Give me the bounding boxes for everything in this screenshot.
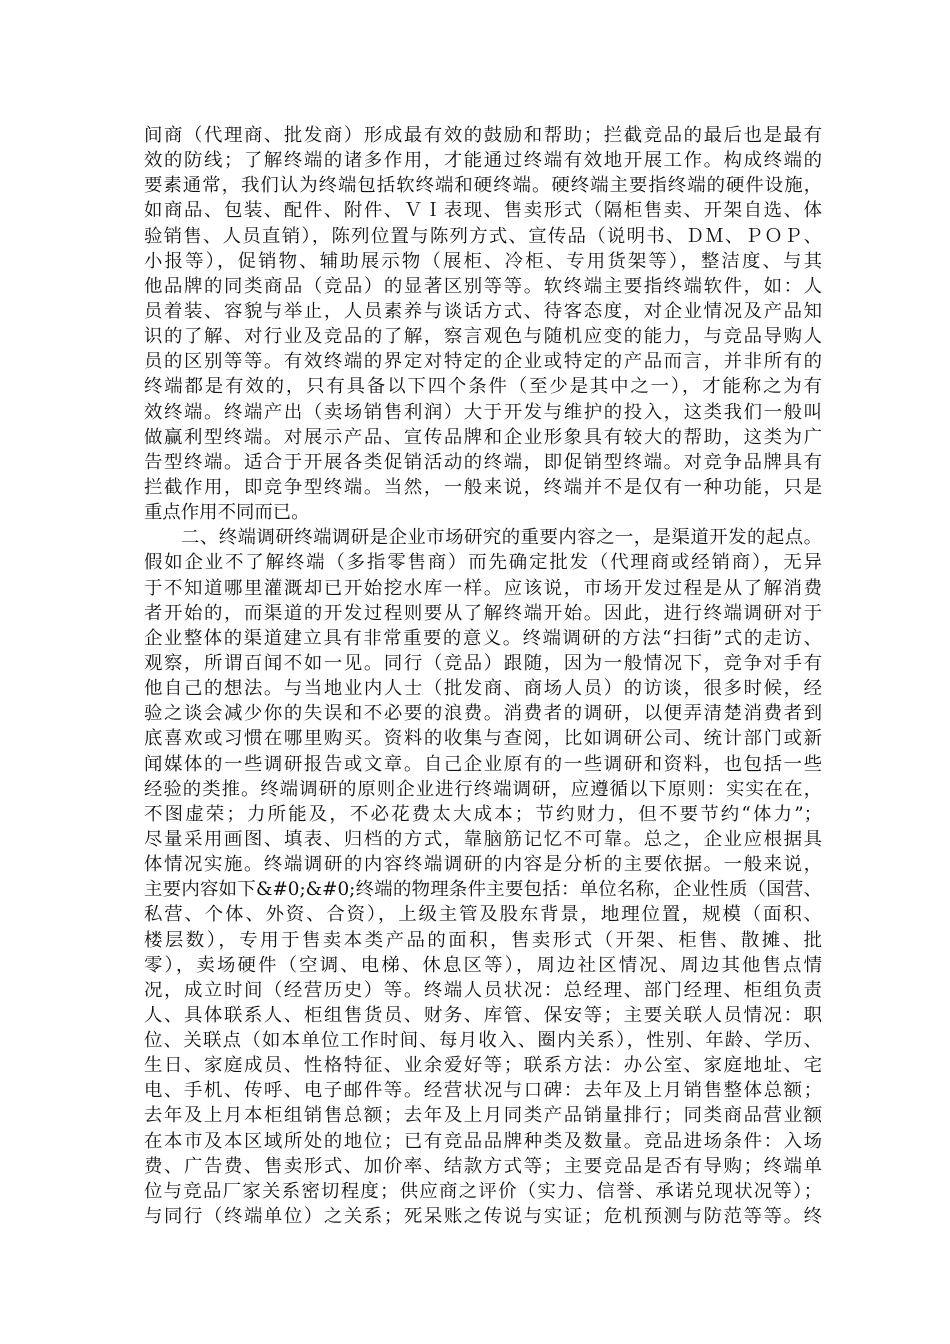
text-line: 费、广告费、售卖形式、加价率、结款方式等；主要竞品是否有导购；终端单	[144, 1155, 822, 1177]
text-line: 楼层数），专用于售卖本类产品的面积，售卖形式（开架、柜售、散摊、批	[144, 929, 822, 951]
text-line: 如商品、包装、配件、附件、ＶＩ表现、售卖形式（隔柜售卖、开架自选、体	[144, 200, 822, 222]
text-line: 主要内容如下&#0;&#0;终端的物理条件主要包括：单位名称，企业性质（国营、	[144, 879, 822, 901]
text-line: 效的防线；了解终端的诸多作用，才能通过终端有效地开展工作。构成终端的	[144, 150, 822, 172]
text-line: 位、关联点（如本单位工作时间、每月收入、圈内关系），性别、年龄、学历、	[144, 1030, 822, 1052]
text-line: 况，成立时间（经营历史）等。终端人员状况：总经理、部门经理、柜组负责	[144, 979, 822, 1001]
text-line: 零），卖场硬件（空调、电梯、休息区等），周边社区情况、周边其他售点情	[144, 954, 822, 976]
text-line: 私营、个体、外资、合资），上级主管及股东背景，地理位置，规模（面积、	[144, 904, 822, 926]
text-line: 者开始的，而渠道的开发过程则要从了解终端开始。因此，进行终端调研对于	[144, 602, 822, 624]
text-line: 企业整体的渠道建立具有非常重要的意义。终端调研的方法“扫街”式的走访、	[144, 627, 822, 649]
text-line: 验之谈会减少你的失误和不必要的浪费。消费者的调研，以便弄清楚消费者到	[144, 703, 822, 725]
paragraph	[144, 525, 822, 1229]
text-line: 做赢利型终端。对展示产品、宣传品牌和企业形象具有较大的帮助，这类为广	[144, 426, 822, 448]
body-text	[144, 123, 822, 1229]
text-line: 生日、家庭成员、性格特征、业余爱好等；联系方法：办公室、家庭地址、宅	[144, 1055, 822, 1077]
text-line: 告型终端。适合于开展各类促销活动的终端，即促销型终端。对竞争品牌具有	[144, 451, 822, 473]
paragraph	[144, 123, 822, 525]
text-line: 经验的类推。终端调研的原则企业进行终端调研，应遵循以下原则：实实在在，	[144, 778, 822, 800]
text-line: 与同行（终端单位）之关系；死呆账之传说与实证；危机预测与防范等等。终	[144, 1206, 822, 1228]
text-line: 他品牌的同类商品（竞品）的显著区别等等。软终端主要指终端软件，如：人	[144, 275, 822, 297]
text-line: 重点作用不同而已。	[144, 502, 310, 524]
text-line: 验销售、人员直销），陈列位置与陈列方式、宣传品（说明书、ＤＭ、ＰＯＰ、	[144, 225, 822, 247]
text-line: 位与竞品厂家关系密切程度；供应商之评价（实力、信誉、承诺兑现状况等）；	[144, 1180, 822, 1202]
text-line: 观察，所谓百闻不如一见。同行（竞品）跟随，因为一般情况下，竞争对手有	[144, 652, 822, 674]
text-line: 二、终端调研终端调研是企业市场研究的重要内容之一，是渠道开发的起点。	[181, 527, 822, 549]
text-line: 间商（代理商、批发商）形成最有效的鼓励和帮助；拦截竞品的最后也是最有	[144, 125, 822, 146]
text-line: 尽量采用画图、填表、归档的方式，靠脑筋记忆不可靠。总之，企业应根据具	[144, 828, 822, 850]
text-line: 体情况实施。终端调研的内容终端调研的内容是分析的主要依据。一般来说，	[144, 854, 822, 876]
text-line: 拦截作用，即竞争型终端。当然，一般来说，终端并不是仅有一种功能，只是	[144, 476, 822, 498]
text-line: 闻媒体的一些调研报告或文章。自己企业原有的一些调研和资料，也包括一些	[144, 753, 822, 775]
text-line: 于不知道哪里灌溉却已开始挖水库一样。应该说，市场开发过程是从了解消费	[144, 577, 822, 599]
text-line: 他自己的想法。与当地业内人士（批发商、商场人员）的访谈，很多时候，经	[144, 678, 822, 700]
text-line: 不图虚荣；力所能及，不必花费太大成本；节约财力，但不要节约“体力”；	[144, 803, 822, 825]
text-line: 效终端。终端产出（卖场销售利润）大于开发与维护的投入，这类我们一般叫	[144, 401, 822, 423]
text-line: 假如企业不了解终端（多指零售商）而先确定批发（代理商或经销商），无异	[144, 552, 822, 574]
text-line: 人、具体联系人、柜组售货员、财务、库管、保安等；主要关联人员情况：职	[144, 1004, 822, 1026]
text-line: 识的了解、对行业及竞品的了解，察言观色与随机应变的能力，与竞品导购人	[144, 326, 822, 348]
text-line: 要素通常，我们认为终端包括软终端和硬终端。硬终端主要指终端的硬件设施，	[144, 175, 822, 197]
text-line: 员的区别等等。有效终端的界定对特定的企业或特定的产品而言，并非所有的	[144, 351, 822, 373]
text-line: 员着装、容貌与举止，人员素养与谈话方式、待客态度，对企业情况及产品知	[144, 300, 822, 322]
text-line: 电、手机、传呼、电子邮件等。经营状况与口碑：去年及上月销售整体总额；	[144, 1080, 822, 1102]
text-line: 小报等），促销物、辅助展示物（展柜、冷柜、专用货架等），整洁度、与其	[144, 250, 822, 272]
text-line: 终端都是有效的，只有具备以下四个条件（至少是其中之一），才能称之为有	[144, 376, 822, 398]
text-line: 在本市及本区域所处的地位；已有竞品品牌种类及数量。竞品进场条件：入场	[144, 1130, 822, 1152]
text-line: 去年及上月本柜组销售总额；去年及上月同类产品销量排行；同类商品营业额	[144, 1105, 822, 1127]
text-line: 底喜欢或习惯在哪里购买。资料的收集与查阅，比如调研公司、统计部门或新	[144, 728, 822, 750]
